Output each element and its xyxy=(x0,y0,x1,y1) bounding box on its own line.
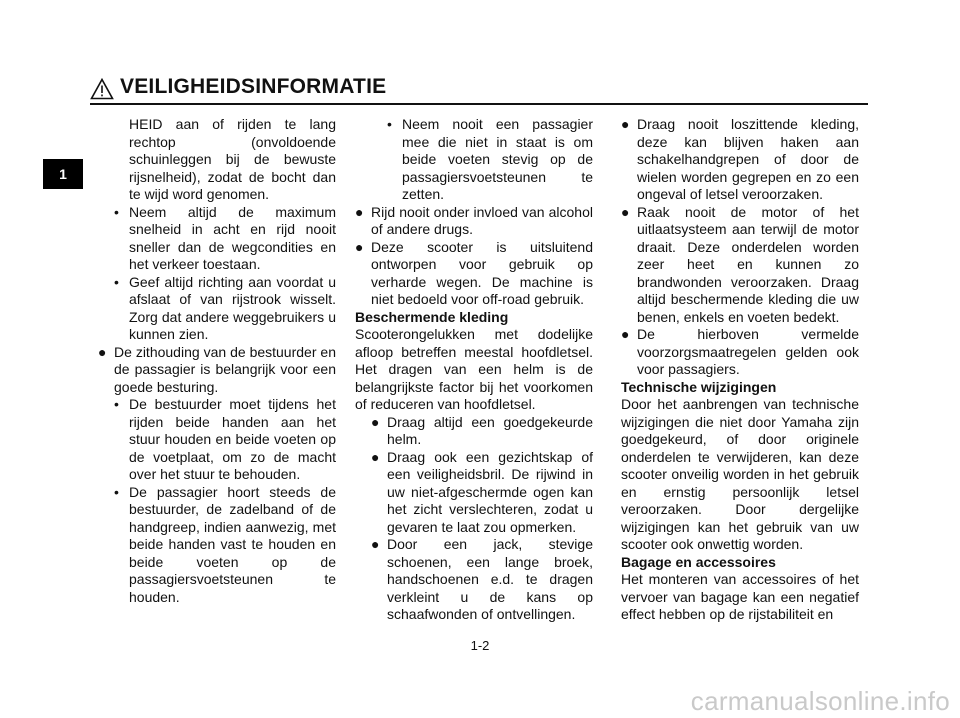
bullet-marker: ● xyxy=(621,326,630,342)
list-item xyxy=(355,239,593,309)
list-item-text: Neem nooit een passagier mee die niet in staat is om beide voeten stevig op de passagiersvoetsteunen te zetten. xyxy=(402,116,593,202)
list-item xyxy=(355,414,593,449)
list-item xyxy=(621,326,859,379)
list-item-text: Draag altijd een goedgekeurde helm. xyxy=(387,413,593,447)
list-item xyxy=(355,204,593,239)
list-item xyxy=(98,274,336,344)
list-item-text: Neem altijd de maximum snelheid in acht en rijd nooit sneller dan de wegcondities en het verkeer toestaan. xyxy=(129,203,336,272)
list-item xyxy=(98,484,336,607)
column-2 xyxy=(355,116,593,624)
list-item xyxy=(621,204,859,327)
bullet-marker: ● xyxy=(621,203,630,220)
section-title: VEILIGHEIDSINFORMATIE xyxy=(120,75,387,98)
subheading: Beschermende kleding xyxy=(355,308,509,325)
list-item-text: De hierboven vermelde voorzorgsmaatregelen gelden ook voor passagiers. xyxy=(637,326,859,377)
list-item-text: Geef altijd richting aan voordat u afslaat of van rijstrook wisselt. Zorg dat andere weggebruikers u kunnen zien. xyxy=(129,273,336,342)
list-item xyxy=(621,116,859,204)
list-item xyxy=(355,449,593,537)
sub-marker: • xyxy=(114,273,119,290)
bullet-marker: ● xyxy=(371,536,380,552)
warning-triangle-icon xyxy=(90,78,114,100)
bullet-marker: ● xyxy=(355,203,364,220)
subheading: Technische wijzigingen xyxy=(621,378,777,395)
list-item-text: Door een jack, stevige schoenen, een lange broek, handschoenen e.d. te dragen verkleint u de kans op schaafwonden of ontvellingen. xyxy=(387,536,593,622)
section-header xyxy=(90,75,868,106)
list-item-text: De zithouding van de bestuurder en de passagier is belangrijk voor een goede besturing. xyxy=(114,343,336,395)
bullet-marker: ● xyxy=(371,448,380,465)
column-3 xyxy=(621,116,859,624)
list-item-text: De bestuurder moet tijdens het rijden beide handen aan het stuur houden en beide voeten op de voetplaat, om zo de macht over het stuur te behouden. xyxy=(129,396,336,482)
list-item-text: Raak nooit de motor of het uitlaatsysteem aan terwijl de motor draait. Deze onderdelen worden zeer heet en kunnen zo brandwonden veroorzaken. Draag altijd beschermende kleding die uw benen, enkels en voeten bedekt. xyxy=(637,203,859,325)
body-paragraph: Scooterongelukken met dodelijke afloop betreffen meestal hoofdletsel. Het dragen van een helm is de belangrijkste factor bij het voorkomen of reduceren van hoofdletsel. xyxy=(355,326,593,412)
list-item-text: Deze scooter is uitsluitend ontworpen voor gebruik op verharde wegen. De machine is niet bedoeld voor off-road gebruik. xyxy=(371,238,593,307)
bullet-marker: ● xyxy=(355,238,364,255)
column-1 xyxy=(98,116,336,606)
sub-marker: • xyxy=(114,483,119,500)
bullet-marker: ● xyxy=(98,343,107,360)
list-item-text: De passagier hoort steeds de bestuurder, de zadelband of de handgreep, indien aanwezig, met beide handen vast te houden en beide voeten op de passagiersvoetsteunen te houden. xyxy=(129,483,336,605)
intro-paragraph: HEID aan of rijden te lang rechtop (onvoldoende schuinleggen bij de bewuste rijsnelheid), zodat de bocht dan te wijd word genomen. xyxy=(129,116,336,202)
sub-marker: • xyxy=(387,116,392,132)
list-item xyxy=(98,396,336,484)
sub-marker: • xyxy=(114,396,119,412)
list-item-text: Draag nooit loszittende kleding, deze kan blijven haken aan schakelhandgrepen of door de wielen worden gegrepen en zo een ongeval of letsel veroorzaken. xyxy=(637,116,859,202)
list-item xyxy=(98,344,336,397)
subheading: Bagage en accessoires xyxy=(621,553,776,570)
bullet-marker: ● xyxy=(621,116,630,132)
body-paragraph: Het monteren van accessoires of het vervoer van bagage kan een negatief effect hebben op de rijstabiliteit en xyxy=(621,571,859,622)
header-divider xyxy=(90,103,868,105)
bullet-marker: ● xyxy=(371,413,380,430)
list-item-text: Draag ook een gezichtskap of een veiligheidsbril. De rijwind in uw niet-afgeschermde ogen kan het zicht verslechteren, zodat u gevaren te laat zou opmerken. xyxy=(387,448,593,535)
chapter-tab: 1 xyxy=(43,159,83,189)
watermark: carmanualsonline.info xyxy=(690,686,950,716)
sub-marker: • xyxy=(114,203,119,220)
list-item xyxy=(355,536,593,624)
list-item xyxy=(98,204,336,274)
list-item-text: Rijd nooit onder invloed van alcohol of andere drugs. xyxy=(371,203,593,237)
page-number: 1-2 xyxy=(470,638,490,653)
list-item xyxy=(355,116,593,204)
body-paragraph: Door het aanbrengen van technische wijzigingen die niet door Yamaha zijn goedgekeurd, of door originele onderdelen te verwijderen, kan deze scooter onveilig worden in het gebruik en ernstig persoonlijk letsel veroorzaken. Door dergelijke wijzigingen kan het gebruik van uw scooter ook onwettig worden. xyxy=(621,396,859,552)
